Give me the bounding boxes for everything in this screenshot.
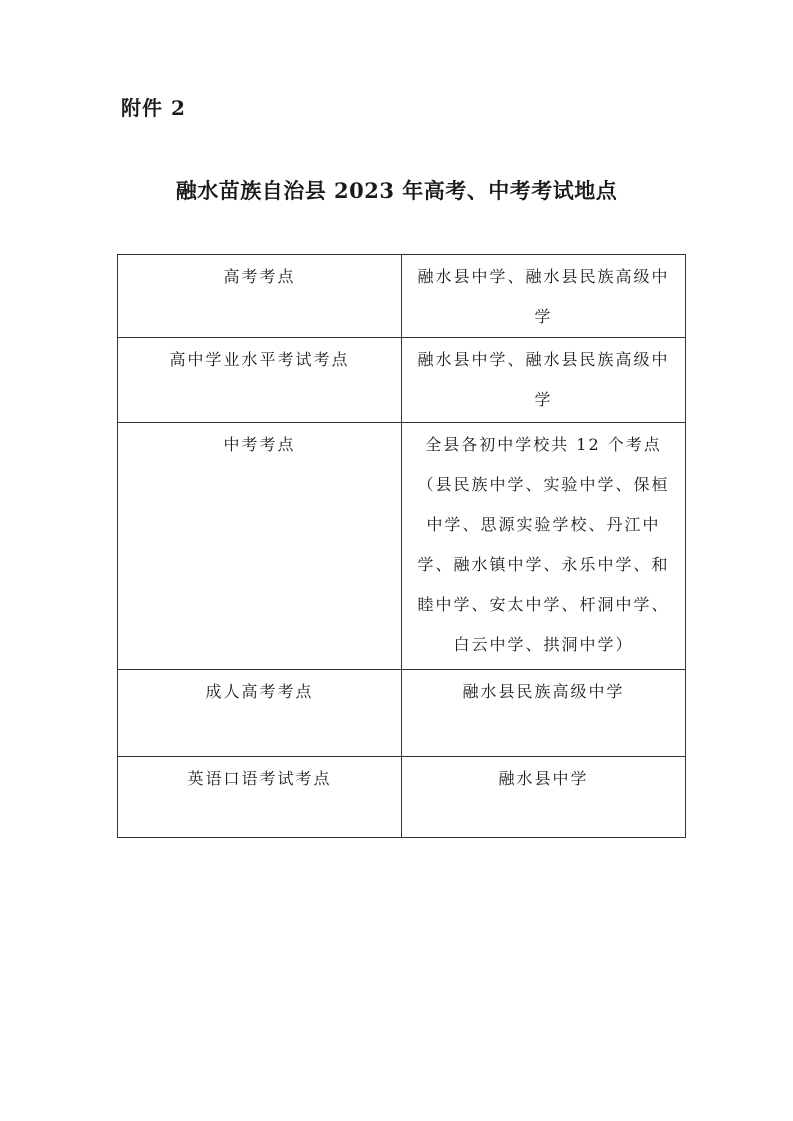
- exam-site-value: 全县各初中学校共 12 个考点（县民族中学、实验中学、保桓中学、思源实验学校、丹江中学、融水镇中学、永乐中学、和睦中学、安太中学、杆洞中学、白云中学、拱洞中学）: [417, 435, 670, 654]
- exam-type-cell: [118, 423, 402, 670]
- table-row: [118, 255, 686, 338]
- exam-site-cell: [402, 255, 686, 338]
- exam-sites-table: [117, 254, 686, 838]
- exam-site-cell: [402, 757, 686, 838]
- exam-type-label: 高中学业水平考试考点: [169, 350, 350, 369]
- exam-site-value: 融水县中学: [498, 769, 589, 788]
- table-row: [118, 670, 686, 757]
- exam-type-label: 英语口语考试考点: [187, 769, 332, 788]
- page-title: 融水苗族自治县 2023 年高考、中考考试地点: [175, 178, 618, 203]
- exam-site-value: 融水县中学、融水县民族高级中学: [417, 350, 670, 409]
- exam-site-value: 融水县民族高级中学: [462, 682, 625, 701]
- exam-site-value: 融水县中学、融水县民族高级中学: [417, 267, 670, 326]
- attachment-label: 附件 2: [121, 96, 186, 120]
- exam-type-label: 中考考点: [223, 435, 296, 454]
- exam-type-cell: [118, 338, 402, 423]
- exam-type-cell: [118, 255, 402, 338]
- exam-type-cell: [118, 670, 402, 757]
- table-row: [118, 338, 686, 423]
- exam-type-label: 成人高考考点: [205, 682, 314, 701]
- exam-site-cell: [402, 670, 686, 757]
- table-row: [118, 423, 686, 670]
- exam-type-cell: [118, 757, 402, 838]
- exam-site-cell: [402, 338, 686, 423]
- exam-type-label: 高考考点: [223, 267, 296, 286]
- table-row: [118, 757, 686, 838]
- exam-site-cell: [402, 423, 686, 670]
